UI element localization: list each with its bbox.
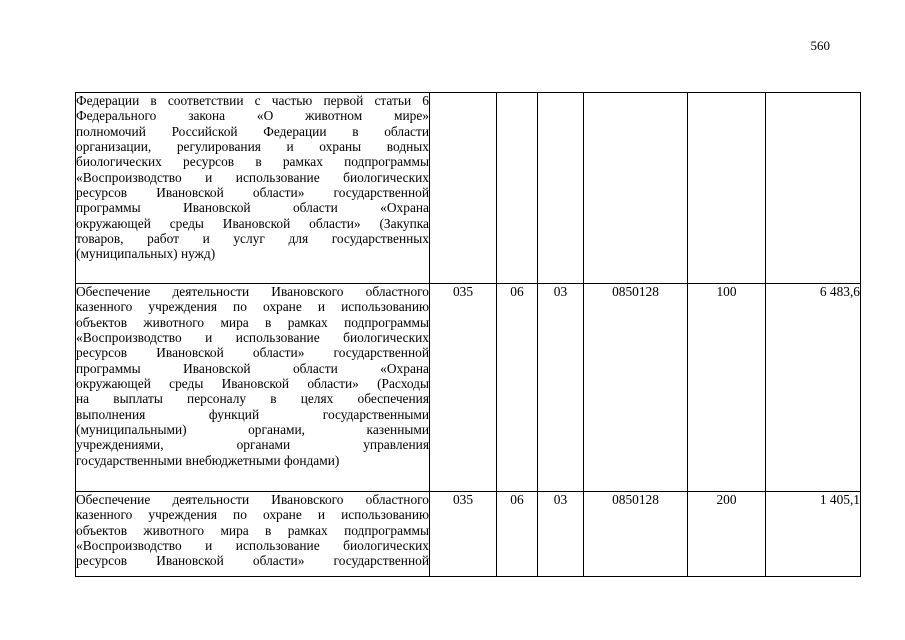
table-row (76, 93, 861, 284)
description-line: товаров, работ и услуг для государственных (76, 231, 429, 247)
amount-cell: 6 483,6 (766, 284, 861, 492)
description-line: «Воспроизводство и использование биологических (76, 330, 429, 346)
description-line: ресурсов Ивановской области» государственной (76, 553, 429, 569)
description-line: ресурсов Ивановской области» государственной (76, 185, 429, 201)
description-line: на выплаты персоналу в целях обеспечения (76, 391, 429, 407)
description-cell (76, 492, 430, 577)
description-line: организации, регулирования и охраны водных (76, 139, 429, 155)
expense-type-cell: 200 (688, 492, 766, 577)
page-number: 560 (810, 38, 830, 53)
description-line: программы Ивановской области «Охрана (76, 360, 429, 376)
ministry-code-cell: 035 (430, 492, 497, 577)
description-line: биологических ресурсов в рамках подпрограммы (76, 154, 429, 170)
description-line: выполнения функций государственными (76, 406, 429, 422)
description-line: учреждениями, органами управления (76, 437, 429, 453)
description-line: ресурсов Ивановской области» государственной (76, 345, 429, 361)
description-line: окружающей среды Ивановской области» (Расходы (76, 376, 429, 392)
section-code-cell: 06 (497, 284, 538, 492)
description-line: полномочий Российской Федерации в области (76, 123, 429, 139)
amount-cell (766, 93, 861, 284)
description-cell (76, 93, 430, 284)
subsection-code-cell: 03 (538, 492, 584, 577)
amount-cell: 1 405,1 (766, 492, 861, 577)
description-line: объектов животного мира в рамках подпрограммы (76, 522, 429, 538)
description-line: программы Ивановской области «Охрана (76, 200, 429, 216)
target-article-cell (584, 93, 688, 284)
description-line: государственными внебюджетными фондами) (76, 452, 340, 468)
description-line: объектов животного мира в рамках подпрограммы (76, 314, 429, 330)
description-line: Федерации в соответствии с частью первой статьи 6 (76, 93, 429, 108)
section-code-cell (497, 93, 538, 284)
target-article-cell: 0850128 (584, 492, 688, 577)
subsection-code-cell (538, 93, 584, 284)
description-line: казенного учреждения по охране и использованию (76, 299, 429, 315)
target-article-cell: 0850128 (584, 284, 688, 492)
table-row (76, 284, 861, 492)
subsection-code-cell: 03 (538, 284, 584, 492)
budget-table-body (76, 93, 861, 577)
budget-table (75, 92, 861, 577)
description-line: окружающей среды Ивановской области» (Закупка (76, 215, 429, 231)
table-row (76, 492, 861, 577)
expense-type-cell (688, 93, 766, 284)
description-line: Обеспечение деятельности Ивановского областного (76, 492, 429, 507)
description-line: «Воспроизводство и использование биологических (76, 169, 429, 185)
description-line: (муниципальных) нужд) (76, 246, 216, 262)
ministry-code-cell (430, 93, 497, 284)
ministry-code-cell: 035 (430, 284, 497, 492)
description-line: Обеспечение деятельности Ивановского областного (76, 284, 429, 299)
description-cell (76, 284, 430, 492)
expense-type-cell: 100 (688, 284, 766, 492)
description-line: (муниципальными) органами, казенными (76, 422, 429, 438)
section-code-cell: 06 (497, 492, 538, 577)
description-line: Федерального закона «О животном мире» (76, 108, 429, 124)
description-line: казенного учреждения по охране и использованию (76, 507, 429, 523)
description-line: «Воспроизводство и использование биологических (76, 538, 429, 554)
